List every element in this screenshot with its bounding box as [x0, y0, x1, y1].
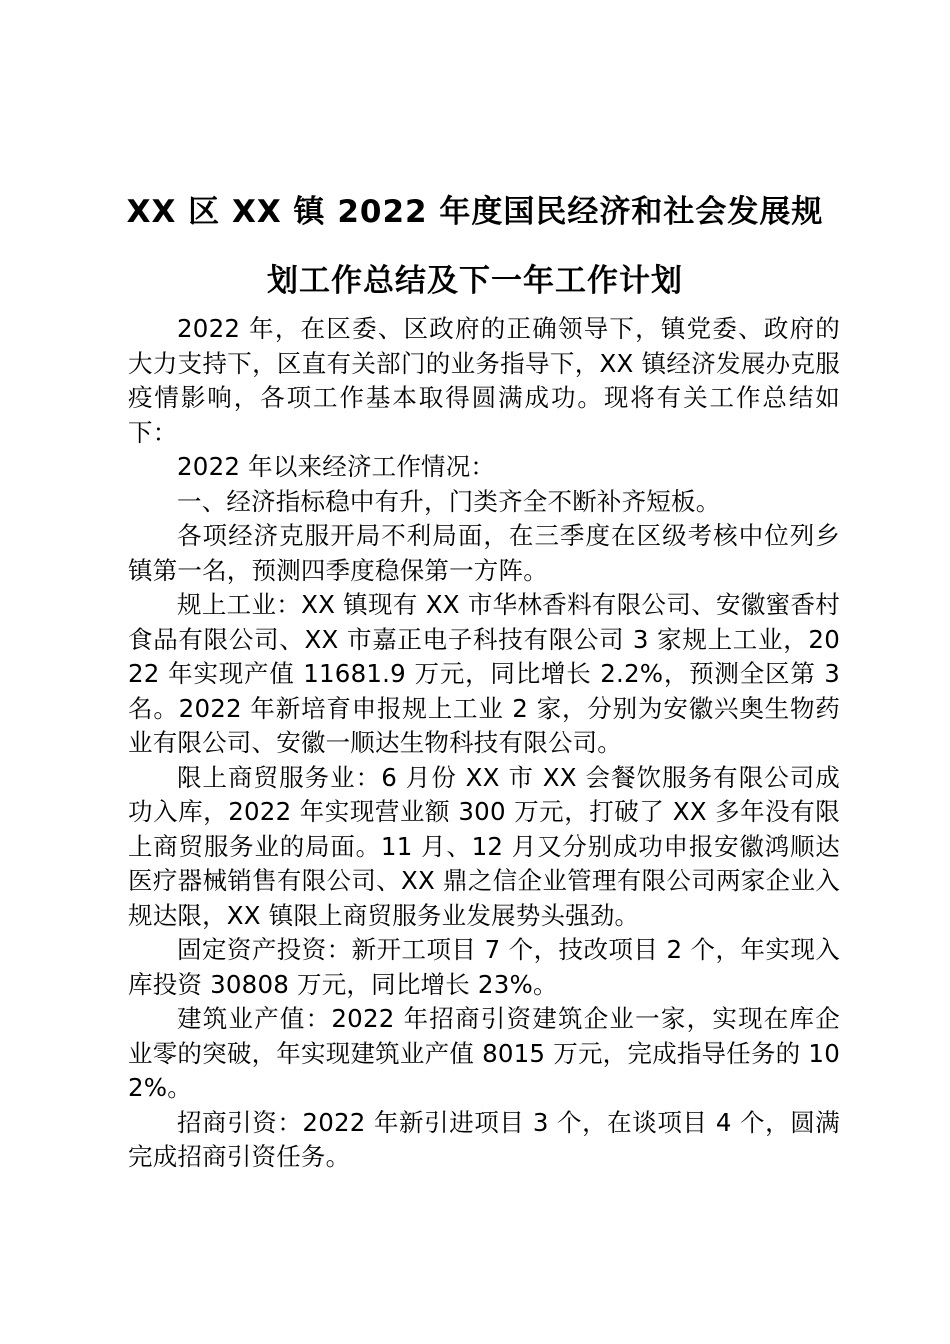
paragraph-investment-attraction: 招商引资：2022 年新引进项目 3 个，在谈项目 4 个，圆满完成招商引资任务。 [128, 1107, 840, 1171]
section-heading-work-status: 2022 年以来经济工作情况： [177, 452, 496, 481]
paragraph-fixed-asset-investment: 固定资产投资：新开工项目 7 个，技改项目 2 个，年实现入库投资 30808 万元，同比增长 23%。 [128, 935, 840, 999]
paragraph-industry: 规上工业：XX 镇现有 XX 市华林香料有限公司、安徽蜜香村食品有限公司、XX 市嘉正电子科技有限公司 3 家规上工业，2022 年实现产值 11681.9 万元，同比增长 2.2%，预测全区第 3 名。2022 年新培育申报规上工业 2 家，分别为安徽兴奥生物药业有限公司、安徽一顺达生物科技有限公司。 [128, 590, 840, 757]
document-title-line-2: 划工作总结及下一年工作计划 [267, 263, 683, 299]
paragraph-construction-output: 建筑业产值：2022 年招商引资建筑企业一家，实现在库企业零的突破，年实现建筑业产值 8015 万元，完成指导任务的 102%。 [128, 1004, 840, 1102]
document-body [128, 312, 840, 1175]
paragraph-overall-economy: 各项经济克服开局不利局面，在三季度在区级考核中位列乡镇第一名，预测四季度稳保第一方阵。 [128, 521, 840, 585]
section-heading-economic-indicators: 一、经济指标稳中有升，门类齐全不断补齐短板。 [177, 486, 721, 516]
paragraph-commerce-services: 限上商贸服务业：6 月份 XX 市 XX 会餐饮服务有限公司成功入库，2022 年实现营业额 300 万元，打破了 XX 多年没有限上商贸服务业的局面。11 月、12 月又分别成功申报安徽鸿顺达医疗器械销售有限公司、XX 鼎之信企业管理有限公司两家企业入规达限，XX 镇限上商贸服务业发展势头强劲。 [128, 762, 840, 930]
document-title-line-1: XX 区 XX 镇 2022 年度国民经济和社会发展规 [126, 194, 824, 230]
intro-paragraph: 2022 年，在区委、区政府的正确领导下，镇党委、政府的大力支持下，区直有关部门的业务指导下，XX 镇经济发展办克服疫情影响，各项工作基本取得圆满成功。现将有关工作总结如下： [128, 314, 840, 447]
